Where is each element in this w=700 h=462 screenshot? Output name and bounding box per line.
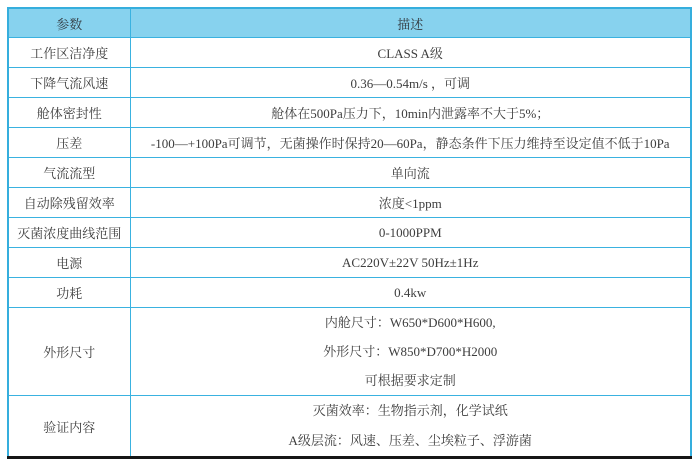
param-cell: 灭菌浓度曲线范围 xyxy=(8,218,130,248)
param-cell: 验证内容 xyxy=(8,396,130,458)
table-row xyxy=(8,248,691,278)
table-row xyxy=(8,188,691,218)
table-row xyxy=(8,278,691,308)
desc-line: 可根据要求定制 xyxy=(364,373,456,388)
desc-cell: 浓度<1ppm xyxy=(130,188,691,218)
param-cell: 舱体密封性 xyxy=(8,98,130,128)
header-desc: 描述 xyxy=(130,8,691,38)
table-row xyxy=(8,158,691,188)
table-row xyxy=(8,128,691,158)
desc-cell: CLASS A级 xyxy=(130,38,691,68)
desc-cell xyxy=(130,396,691,458)
desc-cell: AC220V±22V 50Hz±1Hz xyxy=(130,248,691,278)
table-row xyxy=(8,396,691,458)
table-row xyxy=(8,98,691,128)
table-row xyxy=(8,308,691,396)
table-row xyxy=(8,218,691,248)
desc-cell: 0.4kw xyxy=(130,278,691,308)
param-cell: 下降气流风速 xyxy=(8,68,130,98)
desc-cell: 单向流 xyxy=(130,158,691,188)
desc-cell xyxy=(130,308,691,396)
table-row xyxy=(8,68,691,98)
spec-table xyxy=(7,7,692,459)
param-cell: 压差 xyxy=(8,128,130,158)
desc-cell: -100—+100Pa可调节，无菌操作时保持20—60Pa，静态条件下压力维持至设定值不低于10Pa xyxy=(130,128,691,158)
param-cell: 外形尺寸 xyxy=(8,308,130,396)
desc-cell: 0.36—0.54m/s ，可调 xyxy=(130,68,691,98)
param-cell: 气流流型 xyxy=(8,158,130,188)
table-row xyxy=(8,38,691,68)
param-cell: 自动除残留效率 xyxy=(8,188,130,218)
desc-cell: 舱体在500Pa压力下，10min内泄露率不大于5%； xyxy=(130,98,691,128)
desc-line: 内舱尺寸：W650*D600*H600, xyxy=(324,315,496,330)
header-param: 参数 xyxy=(8,8,130,38)
param-cell: 功耗 xyxy=(8,278,130,308)
desc-cell: 0-1000PPM xyxy=(130,218,691,248)
param-cell: 电源 xyxy=(8,248,130,278)
desc-line: 灭菌效率：生物指示剂，化学试纸 xyxy=(312,403,508,418)
param-cell: 工作区洁净度 xyxy=(8,38,130,68)
desc-line: A级层流：风速、压差、尘埃粒子、浮游菌 xyxy=(288,433,532,448)
desc-line: 外形尺寸：W850*D700*H2000 xyxy=(323,344,498,359)
table-header-row xyxy=(8,8,691,38)
